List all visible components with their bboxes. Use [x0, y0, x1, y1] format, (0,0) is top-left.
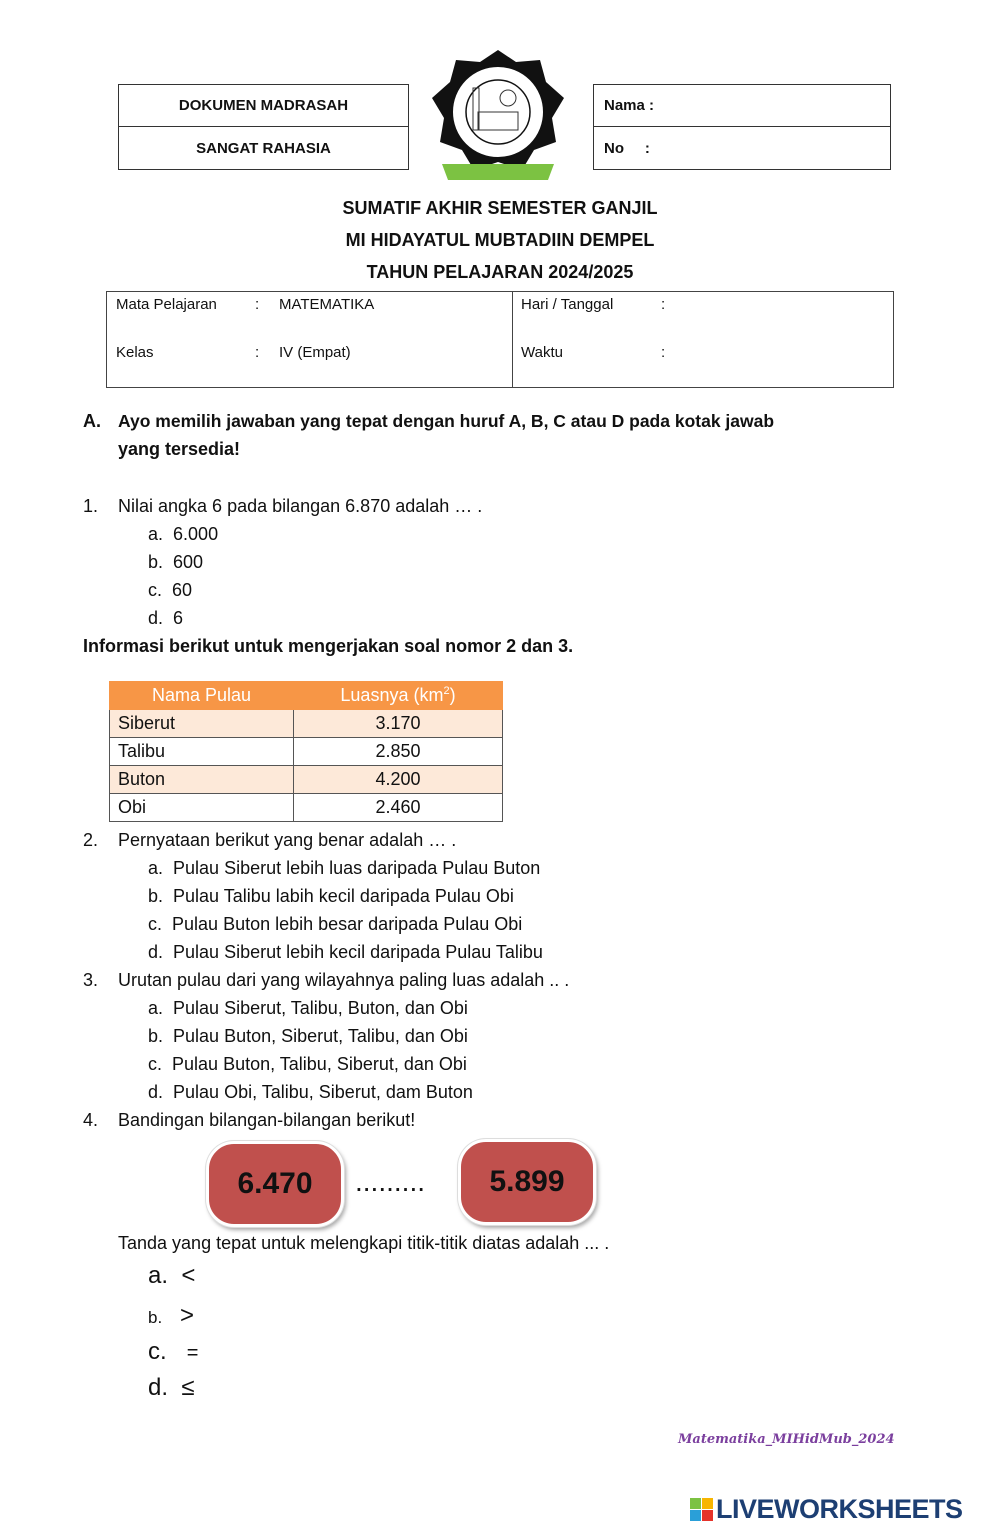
table-row — [110, 794, 503, 822]
option-letter: a. — [148, 998, 164, 1018]
option-letter: d. — [148, 1374, 169, 1401]
option-text: = — [186, 1342, 199, 1364]
option-letter: b. — [148, 1308, 163, 1327]
table-row — [110, 738, 503, 766]
exam-title: SUMATIF AKHIR SEMESTER GANJIL — [342, 198, 658, 218]
option[interactable] — [148, 1374, 195, 1402]
island-name: Buton — [110, 766, 294, 794]
island-name: Obi — [110, 794, 294, 822]
section-instruction-line1: Ayo memilih jawaban yang tepat dengan huruf A, B, C atau D pada kotak jawab — [118, 411, 775, 431]
option-text: Pulau Siberut lebih kecil daripada Pulau Talibu — [173, 942, 543, 962]
number-label: No : — [604, 139, 650, 157]
option[interactable] — [148, 1338, 198, 1366]
option-letter: c. — [148, 1054, 163, 1074]
option[interactable] — [148, 580, 192, 601]
option-text: 600 — [173, 552, 204, 572]
info-note: Informasi berikut untuk mengerjakan soal nomor 2 dan 3. — [83, 636, 574, 656]
confidential-box — [118, 126, 409, 170]
time-label: Waktu — [521, 344, 563, 361]
question-3-text: Urutan pulau dari yang wilayahnya paling luas adalah .. . — [118, 970, 570, 990]
option[interactable] — [148, 552, 203, 573]
question-2-number: 2. — [83, 830, 99, 850]
option-text: Pulau Talibu labih kecil daripada Pulau Obi — [173, 886, 514, 906]
right-number-card: 5.899 — [458, 1139, 596, 1225]
option-letter: a. — [148, 858, 164, 878]
option-letter: c. — [148, 1338, 167, 1365]
section-letter: A. — [83, 411, 101, 431]
option[interactable] — [148, 1082, 473, 1103]
option-text: Pulau Siberut, Talibu, Buton, dan Obi — [173, 998, 468, 1018]
option[interactable] — [148, 942, 543, 963]
comparison-dots: ......... — [355, 1166, 426, 1197]
island-area-table — [109, 681, 503, 822]
option-letter: a. — [148, 524, 164, 544]
island-area: 2.850 — [294, 738, 503, 766]
option[interactable] — [148, 1262, 195, 1290]
academic-year: TAHUN PELAJARAN 2024/2025 — [366, 262, 634, 282]
option-text: < — [181, 1262, 196, 1289]
option-letter: d. — [148, 608, 164, 628]
option-letter: b. — [148, 552, 164, 572]
question-1-number: 1. — [83, 496, 99, 516]
option[interactable] — [148, 608, 183, 629]
question-2-text: Pernyataan berikut yang benar adalah … . — [118, 830, 457, 850]
question-1-text: Nilai angka 6 pada bilangan 6.870 adalah … . — [118, 496, 483, 516]
option-text: 6.000 — [173, 524, 219, 544]
name-label: Nama : — [604, 97, 655, 114]
option[interactable] — [148, 1302, 194, 1330]
school-logo — [428, 46, 568, 184]
area-header-text: Luasnya (km — [340, 685, 444, 705]
confidential-label: SANGAT RAHASIA — [196, 139, 331, 157]
question-4-number: 4. — [83, 1110, 99, 1130]
section-instruction-line2: yang tersedia! — [118, 439, 241, 459]
live-blocks-icon — [690, 1498, 713, 1521]
island-name: Talibu — [110, 738, 294, 766]
day-label: Hari / Tanggal — [521, 296, 614, 313]
option-letter: d. — [148, 1082, 164, 1102]
option-text: Pulau Buton, Siberut, Talibu, dan Obi — [173, 1026, 468, 1046]
table-row — [110, 766, 503, 794]
exam-info-box — [106, 291, 894, 388]
option[interactable] — [148, 998, 468, 1019]
option[interactable] — [148, 524, 218, 545]
liveworksheets-logo — [690, 1494, 963, 1525]
document-type-box — [118, 84, 409, 127]
subject-colon: : — [255, 296, 260, 313]
option-letter: c. — [148, 580, 163, 600]
time-colon: : — [661, 344, 666, 361]
subject-label: Mata Pelajaran — [116, 296, 217, 313]
number-field[interactable] — [593, 126, 891, 170]
island-area: 3.170 — [294, 710, 503, 738]
class-label: Kelas — [116, 344, 154, 361]
area-header-superscript: 2 — [443, 685, 450, 697]
option-letter: a. — [148, 1262, 169, 1289]
school-name: MI HIDAYATUL MUBTADIIN DEMPEL — [345, 230, 655, 250]
question-3-number: 3. — [83, 970, 99, 990]
class-colon: : — [255, 344, 260, 361]
option-letter: c. — [148, 914, 163, 934]
island-area: 4.200 — [294, 766, 503, 794]
class-value: IV (Empat) — [279, 344, 351, 361]
name-field[interactable] — [593, 84, 891, 127]
option[interactable] — [148, 858, 540, 879]
option-letter: b. — [148, 886, 164, 906]
option-text: 60 — [172, 580, 193, 600]
column-header-island: Nama Pulau — [110, 682, 294, 710]
option-letter: d. — [148, 942, 164, 962]
island-area: 2.460 — [294, 794, 503, 822]
area-header-close: ) — [449, 685, 456, 705]
question-4-prompt: Tanda yang tepat untuk melengkapi titik-titik diatas adalah ... . — [118, 1233, 610, 1253]
brand-name: LIVEWORKSHEETS — [716, 1494, 963, 1524]
option-text: Pulau Siberut lebih luas daripada Pulau Buton — [173, 858, 541, 878]
option[interactable] — [148, 886, 514, 907]
island-name: Siberut — [110, 710, 294, 738]
option[interactable] — [148, 1054, 467, 1075]
left-number-card: 6.470 — [206, 1141, 344, 1227]
day-colon: : — [661, 296, 666, 313]
document-type-label: DOKUMEN MADRASAH — [178, 97, 349, 114]
option-text: Pulau Buton lebih besar daripada Pulau Obi — [172, 914, 523, 934]
option-letter: b. — [148, 1026, 164, 1046]
option[interactable] — [148, 1026, 468, 1047]
table-header-row — [110, 682, 503, 710]
option-text: ≤ — [181, 1374, 195, 1401]
option-text: 6 — [173, 608, 184, 628]
option-text: > — [179, 1302, 194, 1329]
table-row — [110, 710, 503, 738]
option-text: Pulau Buton, Talibu, Siberut, dan Obi — [172, 1054, 467, 1074]
subject-value: MATEMATIKA — [279, 296, 375, 313]
info-divider — [512, 292, 513, 387]
question-4-text: Bandingan bilangan-bilangan berikut! — [118, 1110, 416, 1130]
option[interactable] — [148, 914, 522, 935]
author-signature: Matematika_MIHidMub_2024 — [678, 1432, 895, 1447]
column-header-area — [294, 682, 503, 710]
option-text: Pulau Obi, Talibu, Siberut, dam Buton — [173, 1082, 473, 1102]
